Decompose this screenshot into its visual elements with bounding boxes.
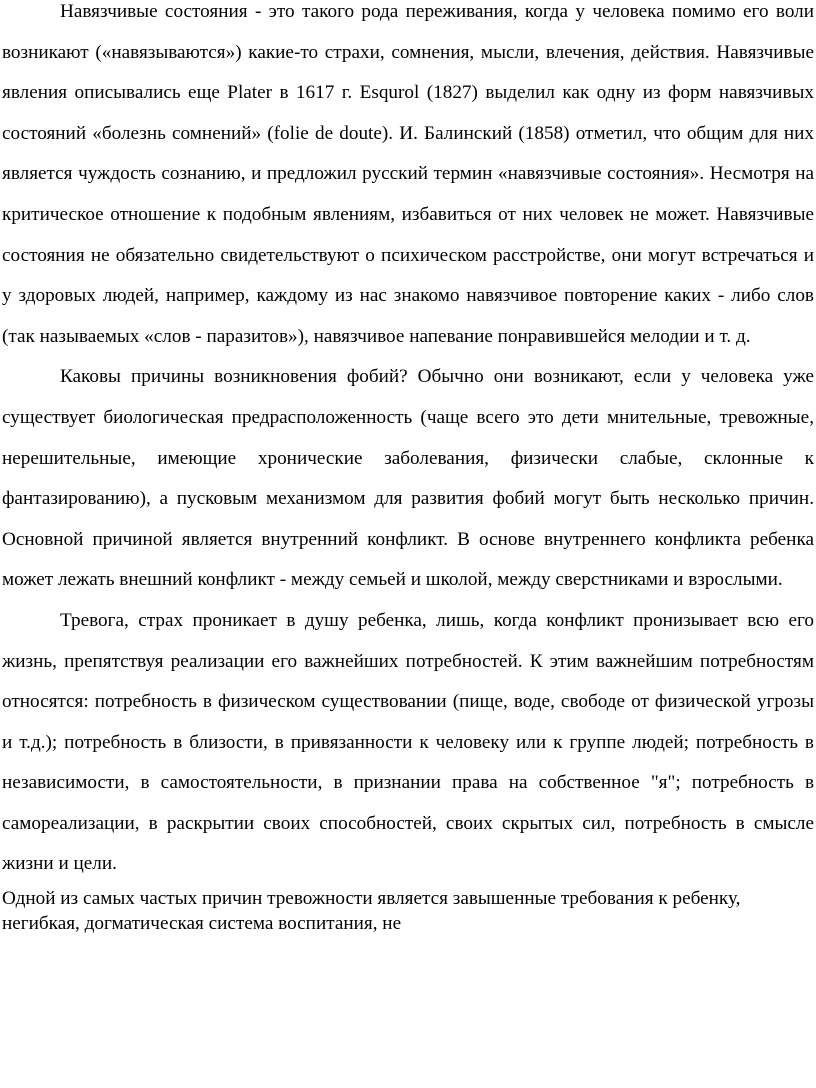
paragraph-anxiety-needs: Тревога, страх проникает в душу ребенка, лишь, когда конфликт пронизывает всю его жизнь, препятствуя реализации его важнейших потребностей. К этим важнейшим потребностям относятся: потребность в физическом существовании (пище, воде, свободе от физической угрозы и т.д.); потребность в близости, в привязанности к человеку или к группе людей; потребность в независимости, в самостоятельности, в признании права на собственное "я"; потребность в самореализации, в раскрытии своих способностей, своих скрытых сил, потребность в смысле жизни и цели. [2, 609, 814, 875]
paragraph-obsessive-states: Навязчивые состояния - это такого рода переживания, когда у человека помимо его воли возникают («навязываются») какие-то страхи, сомнения, мысли, влечения, действия. Навязчивые явления описывались еще Plater в 1617 г. Esqurol (1827) выделил как одну из форм навязчивых состояний «болезнь сомнений» (folie de doute). И. Балинский (1858) отметил, что общим для них является чуждость сознанию, и предложил русский термин «навязчивые состояния». Несмотря на критическое отношение к подобным явлениям, избавиться от них человек не может. Навязчивые состояния не обязательно свидетельствуют о психическом расстройстве, они могут встречаться и у здоровых людей, например, каждому из нас знакомо навязчивое повторение каких - либо слов (так называемых «слов - паразитов»), навязчивое напевание понравившейся мелодии и т. д. [2, 1, 814, 347]
paragraph-phobia-causes: Каковы причины возникновения фобий? Обычно они возникают, если у человека уже существует биологическая предрасположенность (чаще всего это дети мнительные, тревожные, нерешительные, имеющие хронические заболевания, физически слабые, склонные к фантазированию), а пусковым механизмом для развития фобий могут быть несколько причин. Основной причиной является внутренний конфликт. В основе внутреннего конфликта ребенка может лежать внешний конфликт - между семьей и школой, между сверстниками и взрослыми. [2, 366, 814, 591]
paragraph-anxiety-reasons: Одной из самых частых причин тревожности является завышенные требования к ребенку, негибкая, догматическая система воспитания, не [2, 888, 741, 935]
